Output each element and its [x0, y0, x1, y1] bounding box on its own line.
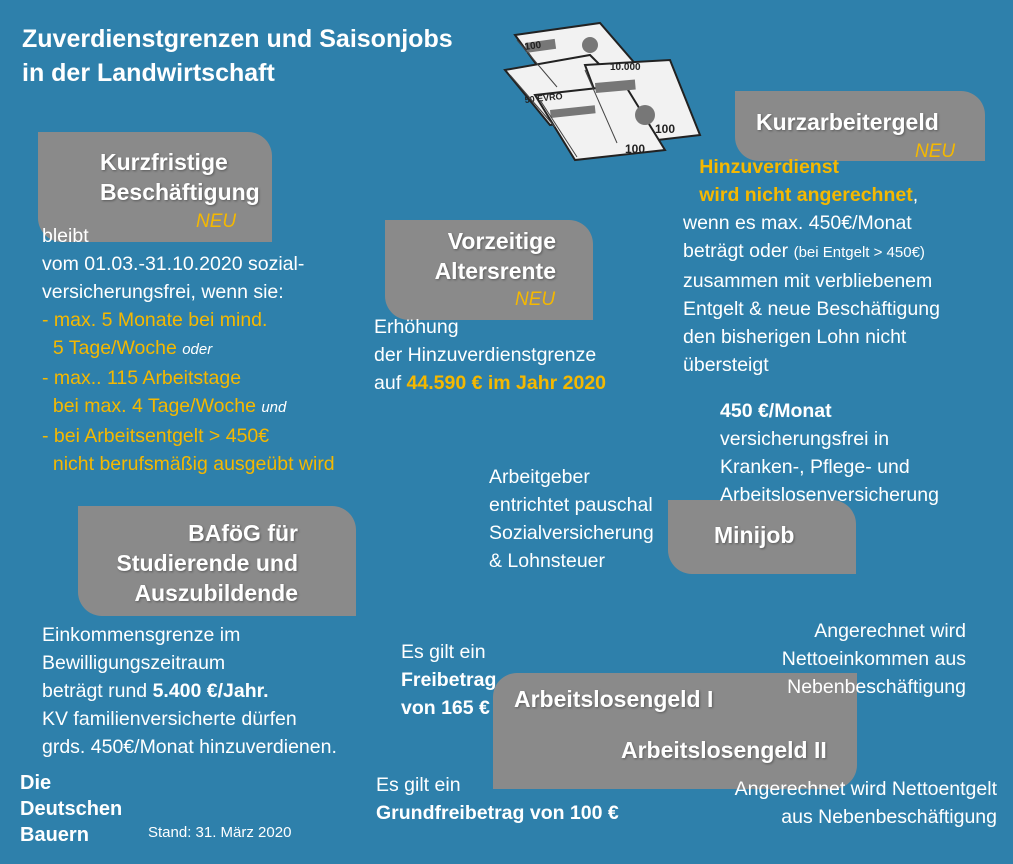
- kurzfristig-text: bleibt vom 01.03.-31.10.2020 sozial- versicherungsfrei, wenn sie: - max. 5 Monate bei mind. 5 Tage/Woche oder - max.. 115 Arbeitstage bei max. 4 Tage/Woche und - bei Arbeitsentgelt > 450€ nicht berufsmäßig ausgeübt wird: [42, 225, 335, 475]
- alg1-heading: Arbeitslosengeld I: [514, 686, 714, 712]
- alg2-left-text: Es gilt ein Grundfreibetrag von 100 €: [376, 774, 619, 824]
- title-line-1: Zuverdienstgrenzen und Saisonjobs: [22, 25, 453, 53]
- minijob-right-text: 450 €/Monat versicherungsfrei in Kranken-, Pflege- und Arbeitslosenversicherung: [720, 400, 939, 506]
- kurzarbeitergeld-neu-label: NEU: [915, 141, 956, 162]
- stand-date: Stand: 31. März 2020: [148, 824, 292, 841]
- minijob-heading: Minijob: [714, 522, 795, 548]
- altersrente-heading: Vorzeitige Altersrente: [434, 228, 556, 284]
- bafoeg-text: Einkommensgrenze im Bewilligungszeitraum beträgt rund 5.400 €/Jahr. KV familienversicherte dürfen grds. 450€/Monat hinzuverdienen.: [42, 624, 337, 758]
- title-line-2: in der Landwirtschaft: [22, 59, 275, 87]
- kurzarbeitergeld-heading: Kurzarbeitergeld: [756, 109, 939, 135]
- alg1-left-text: Es gilt ein Freibetrag von 165 €: [401, 641, 497, 719]
- kurzfristig-heading: Kurzfristige Beschäftigung: [100, 149, 260, 205]
- svg-text:100: 100: [655, 122, 676, 136]
- alg2-right-text: Angerechnet wird Nettoentgelt aus Nebenbeschäftigung: [734, 778, 997, 828]
- banknotes-icon: [495, 15, 705, 165]
- altersrente-neu-label: NEU: [515, 289, 556, 310]
- svg-text:50 EVRO: 50 EVRO: [524, 91, 564, 105]
- kurzarbeitergeld-text: Hinzuverdienst wird nicht angerechnet, wenn es max. 450€/Monat beträgt oder (bei Entgelt > 450€) zusammen mit verbliebenem Entgelt & neue Beschäftigung den bisherigen Lohn nicht übersteigt: [683, 156, 940, 376]
- bafoeg-heading: BAföG für Studierende und Auszubildende: [116, 520, 298, 606]
- alg1-right-text: Angerechnet wird Nettoeinkommen aus Nebenbeschäftigung: [781, 620, 966, 698]
- logo: Die Deutschen Bauern: [20, 772, 123, 846]
- svg-text:10.000: 10.000: [610, 62, 641, 73]
- page-title: [22, 22, 522, 90]
- svg-text:100: 100: [625, 142, 646, 156]
- minijob-left-text: Arbeitgeber entrichtet pauschal Sozialversicherung & Lohnsteuer: [489, 466, 654, 572]
- altersrente-text: Erhöhung der Hinzuverdienstgrenze auf 44.590 € im Jahr 2020: [374, 316, 607, 394]
- kurzfristig-neu-label: NEU: [196, 211, 237, 232]
- svg-text:100: 100: [523, 39, 542, 53]
- alg2-heading: Arbeitslosengeld II: [621, 737, 827, 763]
